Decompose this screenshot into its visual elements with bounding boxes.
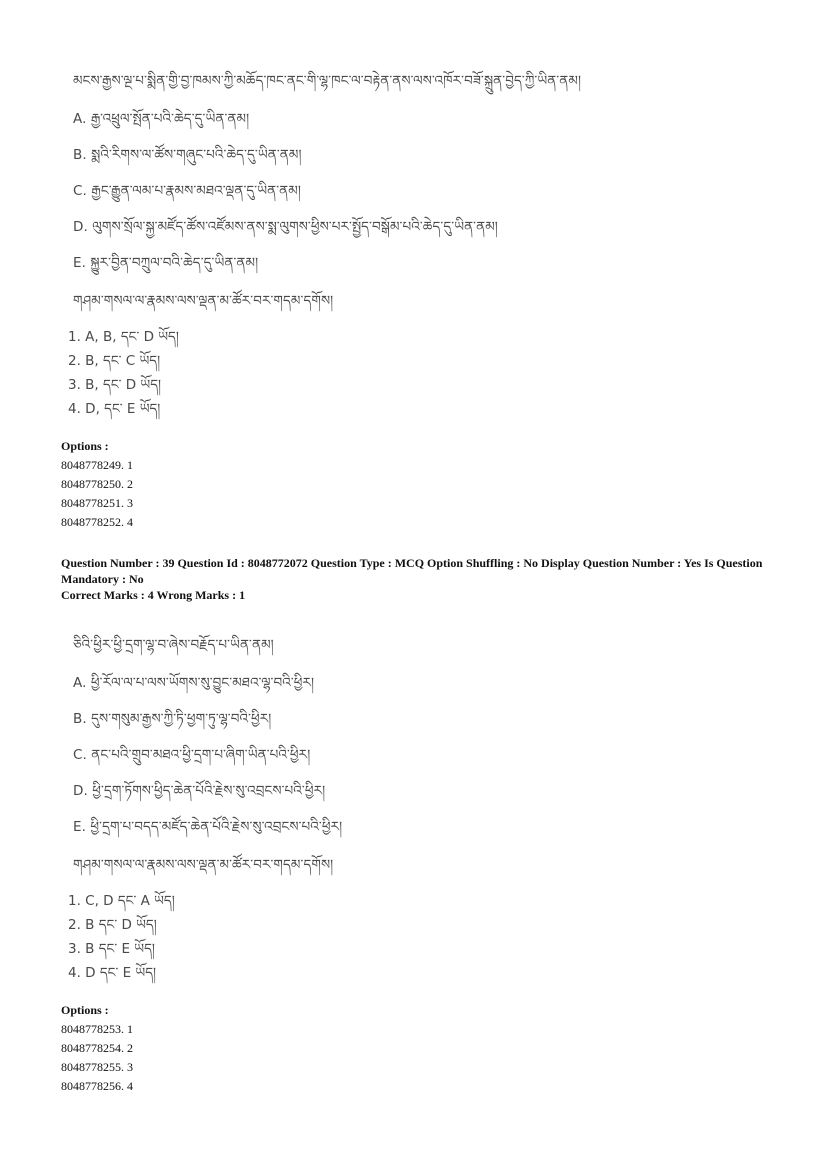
q1-choice-c: C. རྒྱང་རྒྱུན་ལམ་པ་རྣམས་མཐའ་ལྡན་དུ་ཡིན་ནམ། (73, 183, 301, 199)
q2-stem: ཅིའི་ཕྱིར་ཕྱི་དྲག་ལྷ་བ་ཞེས་བརྗོད་པ་ཡིན་ནམ། (73, 637, 274, 653)
q1-options-label: Options : (61, 439, 109, 453)
q1-choice-b: B. སྨའི་རིགས་ལ་ཚོས་གཞུང་པའི་ཆེད་དུ་ཡིན་ནམ། (73, 147, 302, 163)
q2-option-1: 8048778253. 1 (61, 1022, 133, 1036)
q2-choice-b: B. དུས་གསུམ་རྒྱས་ཀྱི་ཏི་ཕྱག་ཏུ་ལྷ་བའི་ཕྱིར། (73, 711, 272, 727)
q1-choice-e: E. སྐྱུར་བྱིན་བཀྲུལ་བའི་ཆེད་དུ་ཡིན་ནམ། (73, 255, 259, 271)
q2-meta-line: Question Number : 39 Question Id : 8048772072 Question Type : MCQ Option Shuffling : No Display Question Number : Yes Is Question Mandatory : No (61, 556, 763, 586)
q2-choice-a: A. ཕྱི་རོལ་ལ་པ་ལས་ཡོགས་སུ་བྱུང་མཐའ་ལྷ་བའི་ཕྱིར། (73, 675, 315, 691)
q1-option-1: 8048778249. 1 (61, 458, 133, 472)
q2-answer-2: 2. B དང་ D ཡོད། (68, 917, 157, 933)
q2-answer-3: 3. B དང་ E ཡོད། (68, 941, 155, 957)
q1-stem: མངས་རྒྱས་ལྔ་པ་སྨིན་གྱི་བྱ་ཁམས་ཀྱི་མཆོད་ཁང་ནང་གི་ལྷ་ཁང་ལ་བརྟེན་ནས་ལས་འཁོར་བཟོ་སྐྲུན་བྱེད་ཀྱི་ཡིན་ནམ། (73, 73, 582, 89)
q1-answer-4: 4. D, དང་ E ཡོད། (68, 401, 161, 417)
q1-answer-1: 1. A, B, དང་ D ཡོད། (68, 329, 179, 345)
q2-option-4: 8048778256. 4 (61, 1079, 133, 1093)
q1-option-3: 8048778251. 3 (61, 496, 133, 510)
q2-instruction: གཤམ་གསལ་ལ་རྣམས་ལས་ལྡན་མ་ཚོར་བར་གདམ་དགོས། (73, 857, 334, 873)
q1-choice-a: A. རྒྱ་འཕྲུལ་སྤོན་པའི་ཆེད་དུ་ཡིན་ནམ། (73, 111, 250, 127)
q1-choice-d: D. ལུགས་སྲོལ་སྐྱ་མཛོད་ཚོས་འཛོམས་ནས་སྨ་ལུགས་ཕྱིས་པར་སྤྱོད་བསྒོམ་པའི་ཆེད་དུ་ཡིན་ནམ། (73, 219, 498, 235)
q1-option-4: 8048778252. 4 (61, 515, 133, 529)
q2-choice-c: C. ནང་པའི་གྲུབ་མཐའ་ཕྱི་དྲག་པ་ཞིག་ཡིན་པའི་ཕྱིར། (73, 747, 311, 763)
q1-answer-2: 2. B, དང་ C ཡོད། (68, 353, 161, 369)
q2-options-label: Options : (61, 1003, 109, 1017)
q2-marks-line: Correct Marks : 4 Wrong Marks : 1 (61, 588, 246, 602)
q2-option-2: 8048778254. 2 (61, 1041, 133, 1055)
q1-instruction: གཤམ་གསལ་ལ་རྣམས་ལས་ལྡན་མ་ཚོར་བར་གདམ་དགོས། (73, 293, 334, 309)
q2-choice-e: E. ཕྱི་དྲག་པ་བདད་མཛོད་ཆེན་པོའི་རྗེས་སུ་འབྲངས་པའི་ཕྱིར། (73, 819, 343, 835)
q1-answer-3: 3. B, དང་ D ཡོད། (68, 377, 162, 393)
q2-option-3: 8048778255. 3 (61, 1060, 133, 1074)
q2-answer-4: 4. D དང་ E ཡོད། (68, 965, 157, 981)
q2-choice-d: D. ཕྱི་དྲག་ཏོགས་ཕྱིད་ཆེན་པོའི་རྗེས་སུ་འབྲངས་པའི་ཕྱིར། (73, 783, 326, 799)
q1-option-2: 8048778250. 2 (61, 477, 133, 491)
q2-answer-1: 1. C, D དང་ A ཡོད། (68, 893, 175, 909)
